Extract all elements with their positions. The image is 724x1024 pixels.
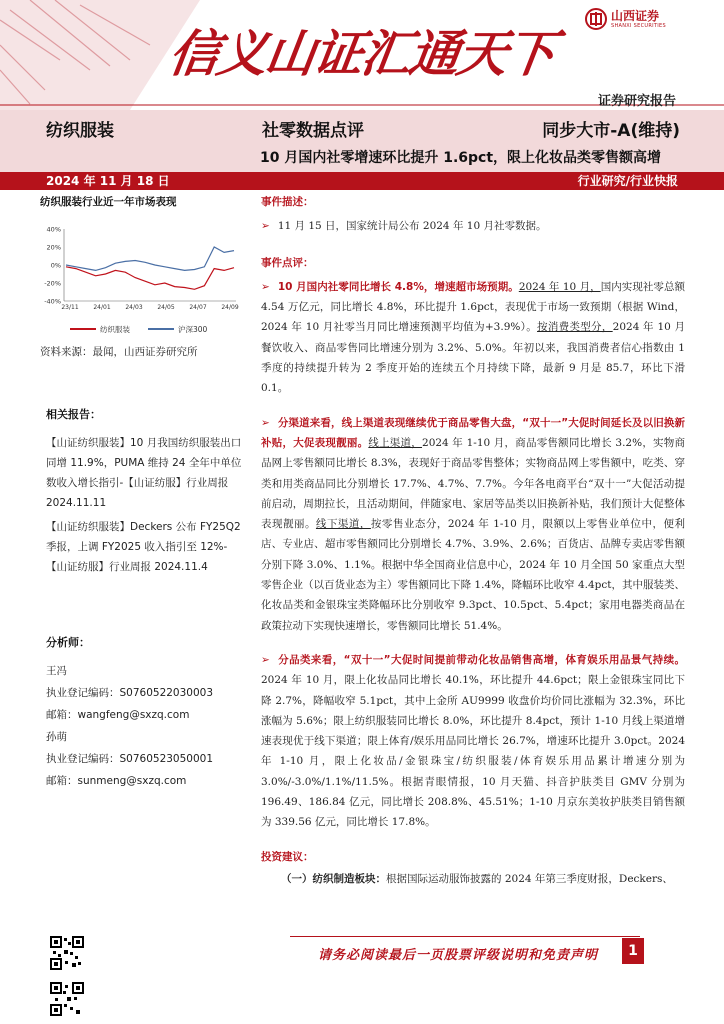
comment-title: 事件点评： xyxy=(261,256,314,269)
market-chart xyxy=(40,223,242,343)
related-report-item[interactable]: 【山证纺织服装】Deckers 公布 FY25Q2 季报，上调 FY2025 收入指引至 12%-【山证纺服】行业周报 2024.11.4 xyxy=(46,521,241,573)
analyst-name: 孙萌 xyxy=(46,731,67,743)
chart-title: 纺织服装行业近一年市场表现 xyxy=(40,196,177,208)
related-reports-list xyxy=(46,433,242,581)
comment-paragraph-2: ➢ 分渠道来看，线上渠道表现继续优于商品零售大盘，“双十一”大促时间延长及以旧换新补贴，大促表现靓丽。线上渠道，2024 年 1-10 月，商品零售额同比增长 3.2%，实物商品网上零售额同比增长 8.3%，表现好于商品零售整体；实物商品网上零售额中，吃类、穿类和用类商品同比分别增长 17.7%、4.7%、7.7%。今年各电商平台“双十一”大促活动提前启动，周期拉长，且活动期间，伴随家电、家居等品类以旧换新补贴，我们预计大促整体表现靓丽。线下渠道，按零售业态分，2024 年 1-10 月，限额以上零售业单位中，便利店、专业店、超市零售额同比分别增长 4.7%、3.9%、2.6%；百货店、品牌专卖店零售额分别下降 3.0%、1.1%。根据中华全国商业信息中心，2024 年 10 月全国 50 家重点大型零售企业（以百货业态为主）零售额同比下降 1.4%，降幅环比收窄 4.4pct，其中服装类、化妆品类和金银珠宝类降幅环比分别收窄 9.3pct、10.5pct、5.4pct；家用电器类商品在政策拉动下实现快速增长，零售额同比增长 51.4%。 xyxy=(261,416,686,632)
analyst-cert: 执业登记编码：S0760522030003 xyxy=(46,687,214,699)
y-tick-label: -40% xyxy=(44,297,61,306)
qr-code-icon xyxy=(50,982,84,1016)
rating: 同步大市-A(维持) xyxy=(542,121,680,141)
email-link[interactable]: wangfeng@sxzq.com xyxy=(77,709,190,721)
industry-name: 纺织服装 xyxy=(46,121,114,141)
series-line xyxy=(66,247,234,270)
arrow-bullet-icon: ➢ xyxy=(261,653,270,666)
logo-mark-icon xyxy=(585,8,607,30)
arrow-bullet-icon: ➢ xyxy=(261,220,270,233)
analyst-title: 分析师： xyxy=(46,636,90,649)
invest-paragraph: （一）纺织制造板块：根据国际运动服饰披露的 2024 年第三季度财报，Deckers、 xyxy=(281,872,673,885)
x-tick-label: 24/03 xyxy=(125,304,143,311)
logo-name-cn: 山西证券 xyxy=(611,8,660,23)
y-tick-label: 20% xyxy=(46,243,61,252)
report-date: 2024 年 11 月 18 日 xyxy=(46,174,170,188)
arrow-bullet-icon: ➢ xyxy=(261,416,270,429)
page-number: 1 xyxy=(622,938,644,964)
logo-name-en: SHANXI SECURITIES xyxy=(611,22,666,29)
main-content xyxy=(261,192,685,889)
footer-divider xyxy=(290,936,640,937)
legend-label: 沪深300 xyxy=(178,325,208,334)
x-tick-label: 23/11 xyxy=(61,304,79,311)
y-tick-label: -20% xyxy=(44,279,61,288)
x-tick-label: 24/05 xyxy=(157,304,175,311)
brand-slogan: 信义山证汇通天下 xyxy=(165,24,558,83)
footer-disclaimer: 请务必阅读最后一页股票评级说明和免责声明 xyxy=(318,948,599,963)
market-chart-svg xyxy=(40,223,240,353)
analyst-block xyxy=(46,660,242,792)
y-tick-label: 40% xyxy=(46,225,61,234)
chart-source: 资料来源：最闻，山西证券研究所 xyxy=(40,346,198,358)
analyst-email: 邮箱：wangfeng@sxzq.com xyxy=(46,709,190,721)
x-tick-label: 24/01 xyxy=(93,304,111,311)
report-type: 社零数据点评 xyxy=(262,121,364,141)
analyst-cert: 执业登记编码：S0760523050001 xyxy=(46,753,214,765)
analyst-email: 邮箱：sunmeng@sxzq.com xyxy=(46,775,187,787)
analyst-name: 王冯 xyxy=(46,665,67,677)
related-reports-title: 相关报告： xyxy=(46,408,101,421)
x-tick-label: 24/09 xyxy=(221,304,239,311)
company-logo xyxy=(585,8,666,30)
arrow-bullet-icon: ➢ xyxy=(261,280,270,293)
event-paragraph: ➢ 11 月 15 日，国家统计局公布 2024 年 10 月社零数据。 xyxy=(261,220,547,233)
x-tick-label: 24/07 xyxy=(189,304,207,311)
legend-label: 纺织服装 xyxy=(100,325,130,334)
comment-paragraph-3: ➢ 分品类来看，“双十一”大促时间提前带动化妆品销售高增，体育娱乐用品景气持续。2024 年 10 月，限上化妆品同比增长 40.1%，环比提升 44.6pct；限上金银珠宝同比下降 2.7%，降幅收窄 5.1pct，其中上金所 AU9999 收盘价均价同比涨幅为 32.3%，环比涨幅为 5.6%；限上纺织服装同比增长 8.0%，环比提升 8.4pct，预计 1-10 月线上渠道增速表现优于线下渠道；限上体育/娱乐用品同比增长 26.7%，增速环比提升 3.0pct。2024 年 1-10 月，限上化妆品/金银珠宝/纺织服装/体育娱乐用品累计增速分别为 3.0%/-3.0%/1.1%/11.5%。根据青眼情报，10 月天猫、抖音护肤类目 GMV 分别为 196.49、186.84 亿元，同比增长 208.8%、45.51%；1-10 月京东美妆护肤类目销售额为 339.56 亿元，同比增长 17.8%。 xyxy=(261,653,685,829)
related-report-item[interactable]: 【山证纺织服装】10 月我国纺织服装出口同增 11.9%，PUMA 维持 24 全年中单位数收入增长指引-【山证纺服】行业周报 2024.11.11 xyxy=(46,437,242,509)
event-title: 事件描述： xyxy=(261,196,314,208)
report-label: 证券研究报告 xyxy=(597,94,676,109)
report-category: 行业研究/行业快报 xyxy=(577,174,678,188)
invest-title: 投资建议： xyxy=(261,850,314,863)
header-banner xyxy=(0,0,724,110)
comment-paragraph-1: ➢ 10 月国内社零同比增长 4.8%，增速超市场预期。2024 年 10 月，国内实现社零总额 4.54 万亿元，同比增长 4.8%，环比提升 1.6pct，表现优于市场一致预期（根据 Wind，2024 年 10 月社零当月同比增速预测平均值为+3.9%）。按消费类型分，2024 年 10 月餐饮收入、商品零售同比增速分别为 3.2%、5.0%。年初以来，我国消费者信心指数由 1 季度的持续提升转为 2 季度开始的连续五个月持续下降，最新 9 月是 85.7，环比下滑 0.1。 xyxy=(261,280,686,395)
qr-code-icon xyxy=(50,936,84,970)
headline: 10 月国内社零增速环比提升 1.6pct，限上化妆品类零售额高增 xyxy=(260,150,662,166)
email-link[interactable]: sunmeng@sxzq.com xyxy=(77,775,187,787)
sidebar xyxy=(40,192,242,343)
y-tick-label: 0% xyxy=(50,261,61,270)
